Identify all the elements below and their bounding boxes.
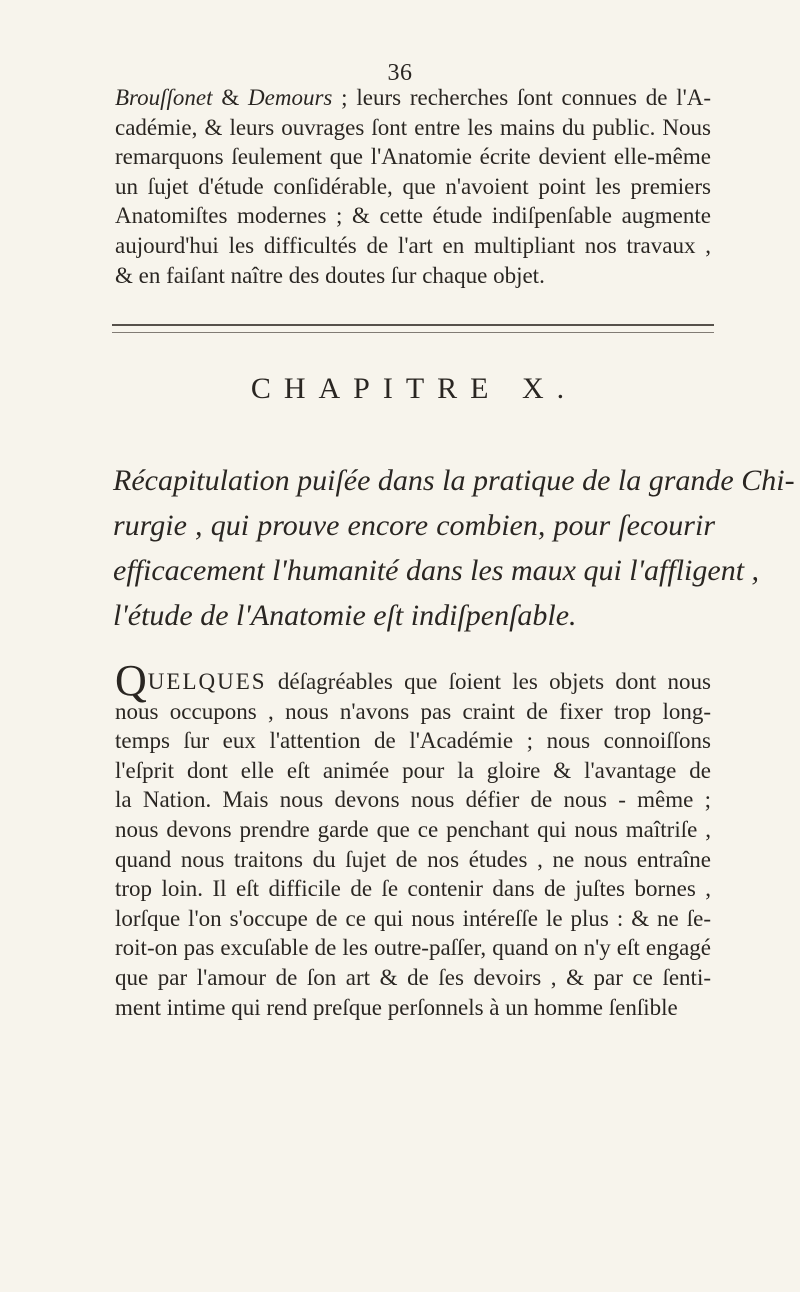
intro-line-1	[115, 83, 711, 113]
intro-line-7: & en faiſant naître des doutes ſur chaque objet.	[115, 262, 545, 288]
page-number: 36	[387, 60, 413, 86]
intro-line-3: remarquons ſeulement que l'Anatomie écrite devient elle-même	[115, 144, 711, 170]
body-line-5: la Nation. Mais nous devons nous défier de nous - même ;	[115, 787, 711, 813]
intro-line-4: un ſujet d'étude conſidérable, que n'avoient point les premiers	[115, 173, 711, 199]
chapter-subtitle-line-4: l'étude de l'Anatomie eſt indiſpenſable.	[113, 599, 577, 632]
drop-cap: Q	[115, 656, 147, 705]
body-paragraph	[115, 656, 711, 1022]
intro-line-5: Anatomiſtes modernes ; & cette étude indiſpenſable augmente	[115, 203, 711, 229]
chapter-subtitle-line-1: Récapitulation puiſée dans la pratique de la grande Chi-	[113, 464, 795, 497]
body-line-2: nous occupons , nous n'avons pas craint de fixer trop long-	[115, 698, 711, 724]
body-line-12: ment intime qui rend preſque perſonnels à un homme ſenſible	[115, 994, 678, 1020]
intro-line-1-part-1: Brouſſonet	[115, 85, 213, 110]
intro-paragraph	[115, 83, 711, 290]
body-line-11: que par l'amour de ſon art & de ſes devoirs , & par ce ſenti-	[115, 964, 711, 990]
intro-line-1-part-2: &	[212, 85, 249, 110]
body-line-1-rest: déſagréables que ſoient les objets dont nous	[266, 669, 711, 694]
body-line-7: quand nous traitons du ſujet de nos études , ne nous entraîne	[115, 846, 711, 872]
chapter-subtitle-line-2: rurgie , qui prouve encore combien, pour ſecourir	[113, 509, 715, 542]
chapter-subtitle	[113, 458, 795, 638]
body-line-6: nous devons prendre garde que ce penchant qui nous maîtriſe ,	[115, 816, 711, 842]
chapter-divider-rule	[112, 324, 714, 333]
intro-line-1-part-3: Demours	[248, 85, 333, 110]
opening-word-smallcaps: UELQUES	[147, 669, 267, 694]
intro-line-2: cadémie, & leurs ouvrages ſont entre les mains du public. Nous	[115, 114, 711, 140]
body-line-3: temps ſur eux l'attention de l'Académie ; nous connoiſſons	[115, 728, 711, 754]
body-line-9: lorſque l'on s'occupe de ce qui nous intéreſſe le plus : & ne ſe-	[115, 905, 711, 931]
intro-line-6: aujourd'hui les difficultés de l'art en multipliant nos travaux ,	[115, 232, 711, 258]
body-line-1	[115, 656, 711, 705]
intro-line-1-part-4: ; leurs recherches ſont connues de l'A-	[332, 85, 711, 110]
body-line-4: l'eſprit dont elle eſt animée pour la gloire & l'avantage de	[115, 757, 711, 783]
body-line-10: roit-on pas excuſable de les outre-paſſer, quand on n'y eſt engagé	[115, 935, 711, 961]
chapter-heading: CHAPITRE X.	[250, 372, 578, 405]
chapter-subtitle-line-3: efficacement l'humanité dans les maux qui l'affligent ,	[113, 554, 760, 587]
body-line-8: trop loin. Il eſt difficile de ſe contenir dans de juſtes bornes ,	[115, 876, 711, 902]
